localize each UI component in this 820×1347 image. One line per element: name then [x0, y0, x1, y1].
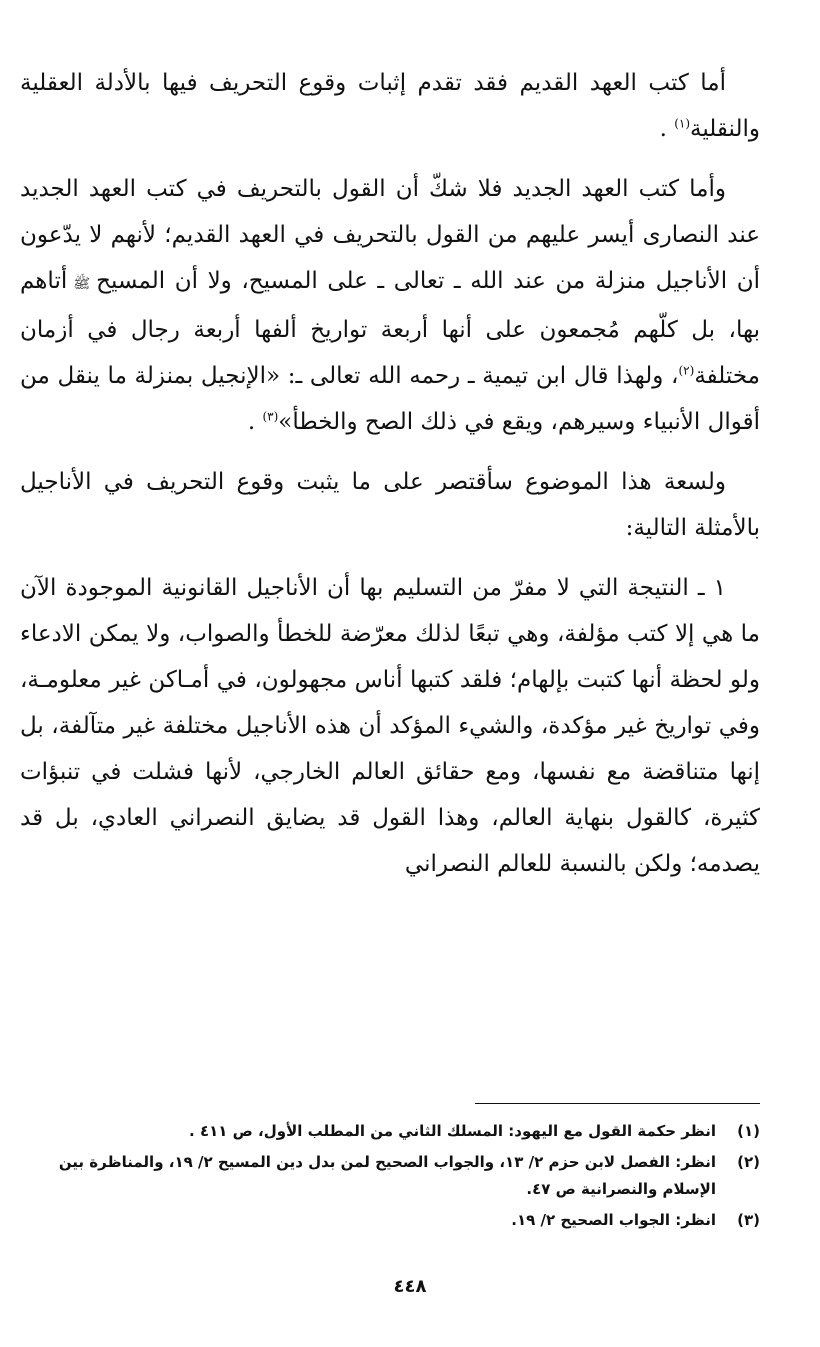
paragraph-3	[20, 459, 760, 551]
paragraph-4-text: ١ ـ النتيجة التي لا مفرّ من التسليم بها أن الأناجيل القانونية الموجودة الآن ما هي إلا كتب مؤلفة، وهي تبعًا لذلك معرّضة للخطأ والصواب، ولا يمكن الادعاء ولو لحظة أنها كتبت بإلهام؛ فلقد كتبها أناس مجهولون، في أمـاكن غير معلومـة، وفي تواريخ غير مؤكدة، والشيء المؤكد أن هذه الأناجيل مختلفة غير متآلفة، بل إنها متناقضة مع نفسها، ومع حقائق العالم الخارجي، لأنها فشلت في تنبؤات كثيرة، كالقول بنهاية العالم، وهذا القول قد يضايق النصراني العادي، بل قد يصدمه؛ ولكن بالنسبة للعالم النصراني	[20, 575, 760, 877]
footnote-3	[14, 1207, 760, 1234]
paragraph-3-text: ولسعة هذا الموضوع سأقتصر على ما يثبت وقوع التحريف في الأناجيل بالأمثلة التالية:	[20, 469, 760, 541]
footnote-number: (٢)	[737, 1153, 760, 1171]
paragraph-2-part-2: أتاهم بها، بل كلّهم مُجمعون على أنها أربعة تواريخ ألفها أربعة رجال في أزمان مختلفة	[20, 268, 760, 389]
footnote-number: (٣)	[737, 1211, 760, 1229]
paragraph-2-part-1: وأما كتب العهد الجديد فلا شكّ أن القول بالتحريف في كتب العهد الجديد عند النصارى أيسر عليهم من القول بالتحريف في العهد القديم؛ لأنهم لا يدّعون أن الأناجيل منزلة من عند الله ـ تعالى ـ على المسيح، ولا أن المسيح	[20, 176, 760, 294]
paragraph-2-end: .	[247, 409, 256, 435]
footnote-text: انظر: الفصل لابن حزم ٢/ ١٣، والجواب الصحيح لمن بدل دين المسيح ٢/ ١٩، والمناظرة بين الإسلام والنصرانية ص ٤٧.	[58, 1153, 716, 1198]
footnote-text: انظر حكمة القول مع اليهود: المسلك الثاني من المطلب الأول، ص ٤١١ .	[189, 1122, 716, 1140]
footnote-ref-2: (٢)	[678, 363, 695, 378]
footnote-text: انظر: الجواب الصحيح ٢/ ١٩.	[511, 1211, 716, 1229]
paragraph-1-end: .	[659, 116, 667, 142]
footnote-2	[14, 1149, 760, 1203]
honorific-symbol: ﷺ	[73, 276, 91, 292]
footnotes	[14, 1118, 760, 1238]
footnote-divider	[475, 1103, 760, 1104]
paragraph-2-part-3: ، ولهذا قال ابن تيمية ـ رحمه الله تعالى ـ: «الإنجيل بمنزلة ما ينقل من أقوال الأنبياء وسيرهم، ويقع في ذلك الصح والخطأ»	[20, 363, 760, 435]
paragraph-4	[20, 565, 760, 887]
footnote-number: (١)	[737, 1122, 760, 1140]
footnote-ref-1: (١)	[674, 116, 691, 131]
footnote-ref-3: (٣)	[262, 409, 279, 424]
footnote-1	[14, 1118, 760, 1145]
paragraph-1	[20, 60, 760, 152]
paragraph-2	[20, 166, 760, 445]
main-text	[20, 60, 760, 887]
page-number: ٤٤٨	[393, 1276, 427, 1297]
paragraph-1-text: أما كتب العهد القديم فقد تقدم إثبات وقوع التحريف فيها بالأدلة العقلية والنقلية	[20, 70, 760, 142]
